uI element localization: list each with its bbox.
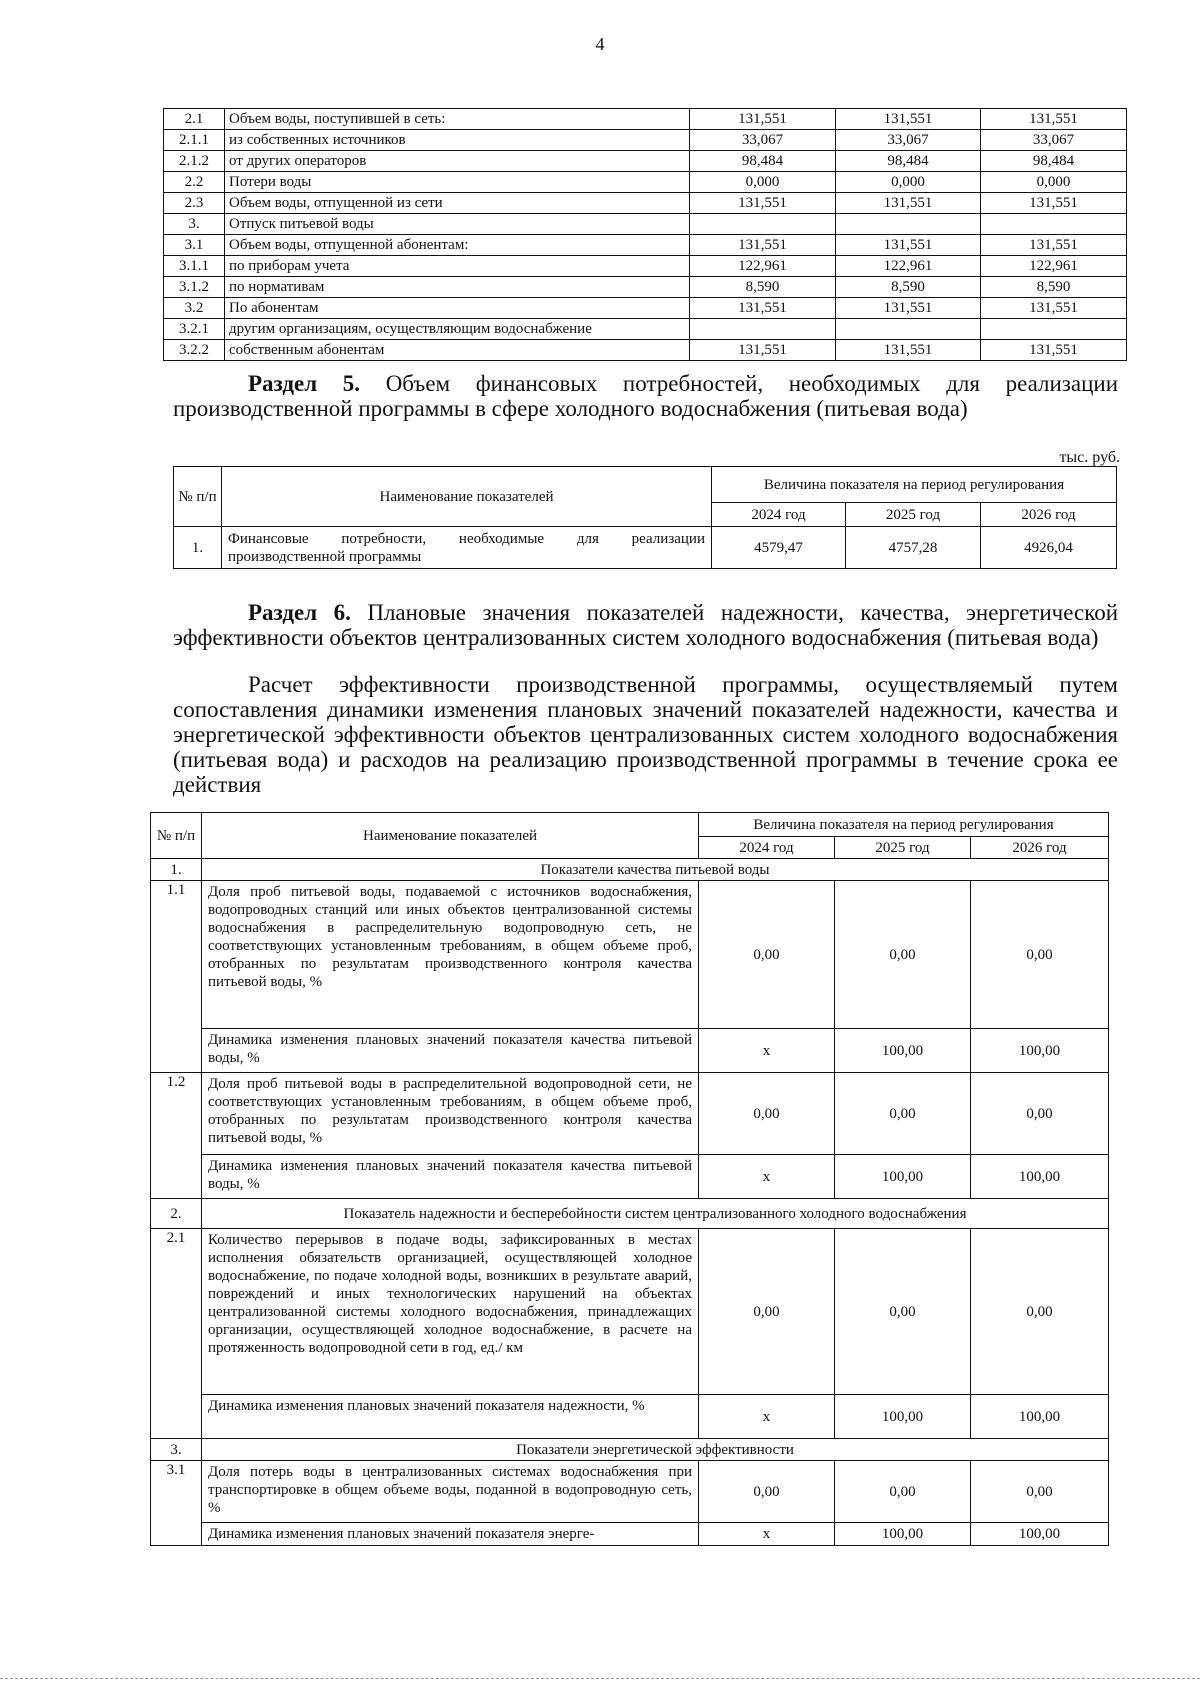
row-name: Количество перерывов в подаче воды, зафиксированных в местах исполнения обязательств организацией, осуществляющей холодное водоснабжение, по подаче холодной воды, возникших в результате аварий, повреждений и иных технологических нарушений на объектах централизованной системы холодного водоснабжения, принадлежащих организации, осуществляющей холодное водоснабжение, в расчете на протяженность водопроводной сети в год, ед./ км [202, 1229, 699, 1395]
row-value: 131,551 [690, 235, 836, 256]
table-row [164, 109, 1127, 130]
row-value: 100,00 [971, 1395, 1109, 1439]
row-name: Доля проб питьевой воды в распределительной водопроводной сети, не соответствующих установленным требованиям, в общем объеме проб, отобранных по результатам производственного контроля качества питьевой воды, % [202, 1073, 699, 1155]
section-5-text: Объем финансовых потребностей, необходимых для реализации производственной программы в сфере холодного водоснабжения (питьевая вода) [173, 371, 1119, 421]
row-value: 98,484 [981, 151, 1127, 172]
row-value [981, 214, 1127, 235]
section-6-label: Раздел 6. [248, 600, 351, 625]
row-value: 0,00 [835, 1073, 971, 1155]
row-name: Динамика изменения плановых значений показателя качества питьевой воды, % [202, 1155, 699, 1199]
table-row [164, 214, 1127, 235]
row-name: Финансовые потребности, необходимые для реализации производственной программы [222, 527, 712, 569]
row-name: Объем воды, поступившей в сеть: [225, 109, 690, 130]
header-year: 2024 год [699, 837, 835, 859]
row-value: 0,00 [835, 1461, 971, 1523]
row-index: 2.1.2 [164, 151, 225, 172]
row-value: 131,551 [836, 235, 981, 256]
row-name: по нормативам [225, 277, 690, 298]
row-index: 3. [164, 214, 225, 235]
table-row [164, 319, 1127, 340]
row-value: 122,961 [981, 256, 1127, 277]
table-row [164, 340, 1127, 361]
row-value: 131,551 [690, 193, 836, 214]
row-name: Динамика изменения плановых значений показателя энерге- [202, 1523, 699, 1546]
row-name: от других операторов [225, 151, 690, 172]
unit-note: тыс. руб. [1059, 449, 1120, 466]
section-5-label: Раздел 5. [248, 371, 361, 396]
row-value: 33,067 [836, 130, 981, 151]
group-title: Показатели качества питьевой воды [202, 859, 1109, 881]
row-value: 0,00 [699, 1229, 835, 1395]
row-name: Потери воды [225, 172, 690, 193]
table-row [164, 172, 1127, 193]
group-title: Показатели энергетической эффективности [202, 1439, 1109, 1461]
row-name: Динамика изменения плановых значений показателя качества питьевой воды, % [202, 1029, 699, 1073]
row-value: х [699, 1155, 835, 1199]
header-year: 2025 год [835, 837, 971, 859]
table-row [164, 193, 1127, 214]
row-value: 131,551 [836, 109, 981, 130]
header-num: № п/п [151, 813, 202, 859]
row-index: 3.2.1 [164, 319, 225, 340]
row-value: 100,00 [971, 1155, 1109, 1199]
row-value: 131,551 [690, 109, 836, 130]
financial-needs-table [173, 466, 1117, 569]
row-value: 0,00 [835, 1229, 971, 1395]
row-value: 100,00 [835, 1395, 971, 1439]
row-value: 98,484 [690, 151, 836, 172]
row-value: 33,067 [690, 130, 836, 151]
row-value: 100,00 [971, 1029, 1109, 1073]
group-index: 1. [151, 859, 202, 881]
section-6-text: Плановые значения показателей надежности, качества, энергетической эффективности объектов централизованных систем холодного водоснабжения (питьевая вода) [173, 600, 1119, 650]
group-index: 3. [151, 1439, 202, 1461]
row-index: 2.1 [164, 109, 225, 130]
group-index: 2. [151, 1199, 202, 1229]
row-value [690, 319, 836, 340]
row-index: 1. [174, 527, 222, 569]
row-index: 2.2 [164, 172, 225, 193]
row-value: 131,551 [981, 298, 1127, 319]
row-index: 2.3 [164, 193, 225, 214]
section-6-heading [173, 600, 1118, 650]
row-value: 0,00 [971, 1229, 1109, 1395]
row-value: 122,961 [836, 256, 981, 277]
row-name: собственным абонентам [225, 340, 690, 361]
row-value [690, 214, 836, 235]
indicators-table [150, 812, 1109, 1546]
row-value: 8,590 [981, 277, 1127, 298]
row-value: 33,067 [981, 130, 1127, 151]
header-num: № п/п [174, 467, 222, 527]
row-value [981, 319, 1127, 340]
header-period: Величина показателя на период регулирования [699, 813, 1109, 837]
row-value [836, 214, 981, 235]
row-name: По абонентам [225, 298, 690, 319]
row-value: 4757,28 [846, 527, 981, 569]
row-value: 0,000 [981, 172, 1127, 193]
row-value: 0,000 [836, 172, 981, 193]
row-index: 3.2.2 [164, 340, 225, 361]
section-6-paragraph: Расчет эффективности производственной программы, осуществляемый путем сопоставления динамики изменения плановых значений показателей надежности, качества и энергетической эффективности объектов централизованных систем холодного водоснабжения (питьевая вода) и расходов на реализацию производственной программы в течение срока ее действия [173, 672, 1118, 797]
row-value: 131,551 [981, 109, 1127, 130]
row-name: из собственных источников [225, 130, 690, 151]
row-index: 2.1 [151, 1229, 202, 1439]
row-name: Объем воды, отпущенной из сети [225, 193, 690, 214]
header-year: 2024 год [712, 503, 846, 527]
row-index: 3.2 [164, 298, 225, 319]
row-value: 0,00 [971, 1461, 1109, 1523]
row-value: 0,00 [835, 881, 971, 1029]
row-value: х [699, 1523, 835, 1546]
row-value: 0,00 [699, 1461, 835, 1523]
row-value: 4926,04 [981, 527, 1117, 569]
row-value: 100,00 [835, 1523, 971, 1546]
row-index: 1.2 [151, 1073, 202, 1199]
row-value: 100,00 [971, 1523, 1109, 1546]
table-row [164, 130, 1127, 151]
header-name: Наименование показателей [202, 813, 699, 859]
row-value: 131,551 [836, 193, 981, 214]
row-value: 131,551 [836, 340, 981, 361]
row-index: 3.1 [151, 1461, 202, 1546]
row-value: 0,00 [699, 1073, 835, 1155]
row-value: х [699, 1029, 835, 1073]
row-value: 131,551 [981, 235, 1127, 256]
row-value: 0,00 [699, 881, 835, 1029]
header-year: 2026 год [981, 503, 1117, 527]
row-index: 2.1.1 [164, 130, 225, 151]
table-row [164, 256, 1127, 277]
row-value: 8,590 [836, 277, 981, 298]
row-value: 131,551 [690, 298, 836, 319]
scan-edge-line [0, 1678, 1200, 1679]
row-value: 100,00 [835, 1029, 971, 1073]
water-balance-table [163, 108, 1127, 361]
row-value: 0,00 [971, 1073, 1109, 1155]
row-value: 8,590 [690, 277, 836, 298]
row-value: 131,551 [981, 193, 1127, 214]
row-value: х [699, 1395, 835, 1439]
table-row [164, 277, 1127, 298]
row-name: Объем воды, отпущенной абонентам: [225, 235, 690, 256]
row-index: 3.1 [164, 235, 225, 256]
table-row [164, 235, 1127, 256]
row-name: Доля потерь воды в централизованных системах водоснабжения при транспортировке в общем объеме воды, поданной в водопроводную сеть, % [202, 1461, 699, 1523]
row-index: 1.1 [151, 881, 202, 1073]
row-value: 131,551 [836, 298, 981, 319]
row-index: 3.1.2 [164, 277, 225, 298]
row-index: 3.1.1 [164, 256, 225, 277]
row-value [836, 319, 981, 340]
section-5-heading [173, 371, 1118, 421]
table-row [164, 151, 1127, 172]
row-name: Динамика изменения плановых значений показателя надежности, % [202, 1395, 699, 1439]
row-value: 122,961 [690, 256, 836, 277]
row-name: Доля проб питьевой воды, подаваемой с источников водоснабжения, водопроводных станций или иных объектов централизованной системы водоснабжения в распределительную водопроводную сеть, не соответствующих установленным требованиям, в общем объеме проб, отобранных по результатам производственного контроля качества питьевой воды, % [202, 881, 699, 1029]
row-name: по приборам учета [225, 256, 690, 277]
header-name: Наименование показателей [222, 467, 712, 527]
row-value: 4579,47 [712, 527, 846, 569]
row-value: 98,484 [836, 151, 981, 172]
page-number: 4 [595, 34, 605, 54]
table-row [164, 298, 1127, 319]
header-year: 2026 год [971, 837, 1109, 859]
header-year: 2025 год [846, 503, 981, 527]
header-period: Величина показателя на период регулирования [712, 467, 1117, 503]
row-value: 0,00 [971, 881, 1109, 1029]
row-value: 131,551 [690, 340, 836, 361]
row-name: Отпуск питьевой воды [225, 214, 690, 235]
row-name: другим организациям, осуществляющим водоснабжение [225, 319, 690, 340]
row-value: 0,000 [690, 172, 836, 193]
row-value: 100,00 [835, 1155, 971, 1199]
group-title: Показатель надежности и бесперебойности систем централизованного холодного водоснабжения [202, 1199, 1109, 1229]
row-value: 131,551 [981, 340, 1127, 361]
